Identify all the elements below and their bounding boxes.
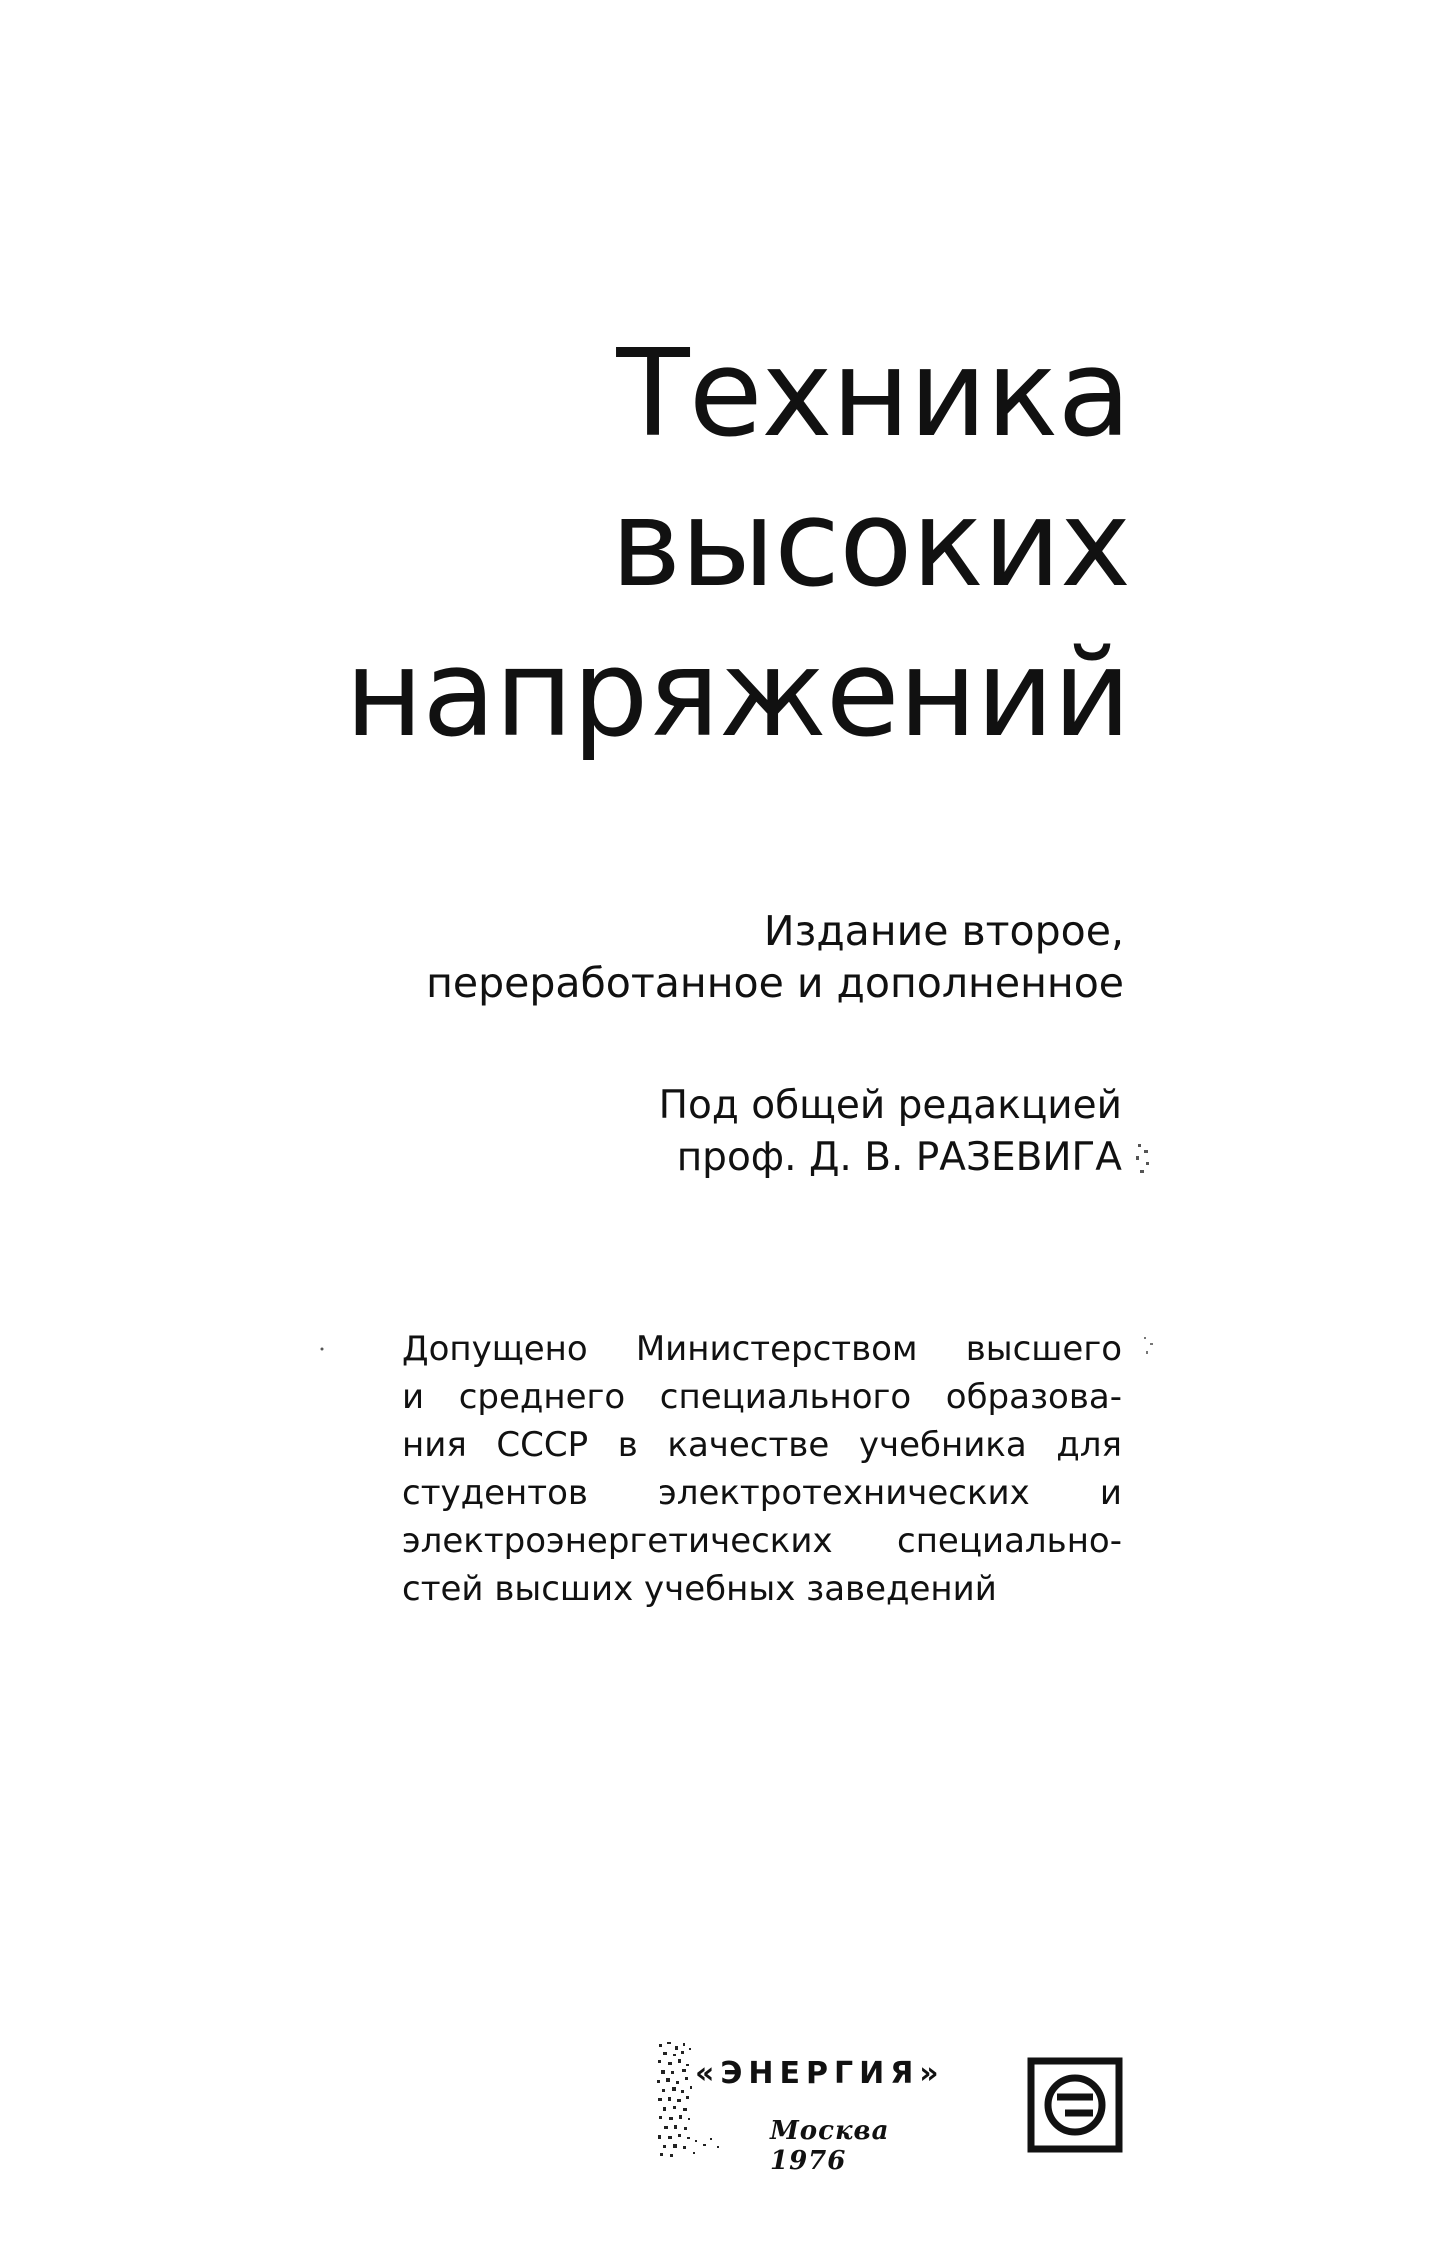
editor-line-2: проф. Д. В. РАЗЕВИГА	[676, 1135, 1122, 1180]
book-title-line-3: напряжений	[344, 625, 1130, 764]
edition-line-2: переработанное и дополненное	[426, 959, 1124, 1007]
book-title	[345, 320, 1130, 770]
approval-line-1: Допущено Министерством высшего	[402, 1329, 1122, 1369]
publisher-city-year: Москва 1976	[770, 2116, 890, 2176]
book-title-line-2: высоких	[610, 475, 1130, 614]
editor-credit	[659, 1080, 1122, 1184]
edition-note	[426, 905, 1124, 1009]
ministry-approval-note	[402, 1325, 1122, 1613]
edition-line-1: Издание второе,	[763, 907, 1124, 955]
scan-speck	[1130, 1140, 1160, 1184]
approval-line-4: студентов электротехнических и	[402, 1473, 1122, 1513]
scan-speck	[318, 1345, 326, 1353]
scan-speck	[1138, 1333, 1162, 1363]
editor-line-1: Под общей редакцией	[658, 1083, 1122, 1128]
approval-line-2: и среднего специального образова-	[402, 1377, 1122, 1417]
publisher-name: «ЭНЕРГИЯ»	[695, 2056, 945, 2091]
book-title-line-1: Техника	[616, 325, 1130, 464]
approval-line-3: ния СССР в качестве учебника для	[402, 1425, 1122, 1465]
publisher-imprint	[655, 2040, 955, 2176]
approval-line-6: стей высших учебных заведений	[402, 1569, 997, 1609]
approval-line-5: электроэнергетических специально-	[402, 1521, 1122, 1561]
energiya-publisher-logo-icon	[1027, 2057, 1123, 2153]
